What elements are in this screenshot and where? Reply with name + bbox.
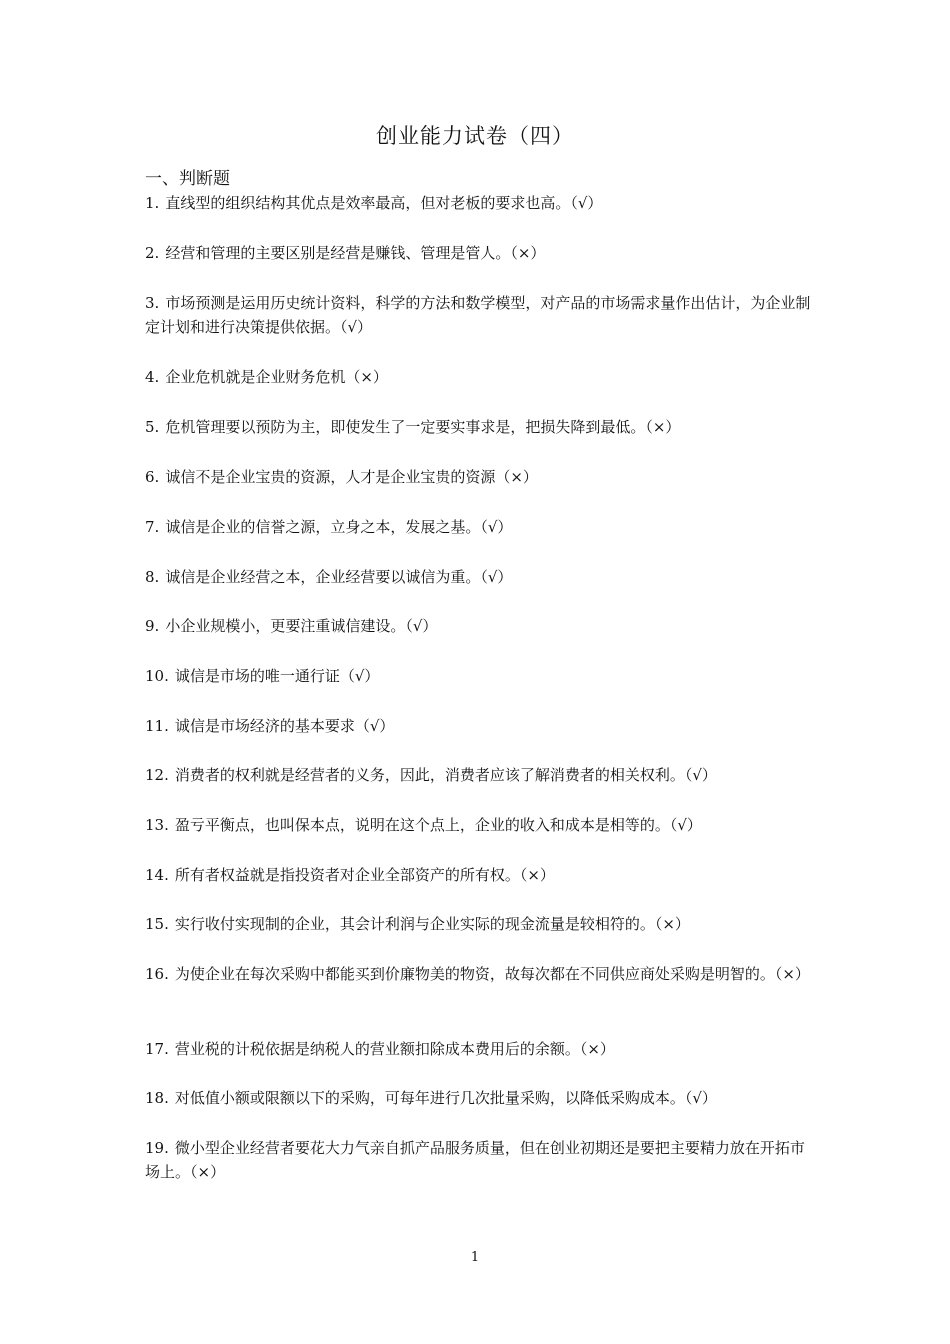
question-item <box>145 813 817 837</box>
question-item <box>145 1037 817 1061</box>
question-number: 6. <box>145 468 160 486</box>
question-number: 3. <box>145 294 160 312</box>
question-text: 实行收付实现制的企业，其会计利润与企业实际的现金流量是较相符的。（×） <box>174 915 690 933</box>
question-number: 10. <box>145 667 169 685</box>
question-item <box>145 614 817 638</box>
question-item <box>145 912 817 936</box>
question-item <box>145 1086 817 1110</box>
question-item <box>145 1136 817 1184</box>
question-item <box>145 763 817 787</box>
question-number: 13. <box>145 816 169 834</box>
question-number: 15. <box>145 915 169 933</box>
question-text: 诚信是市场经济的基本要求（√） <box>174 717 395 735</box>
question-number: 11. <box>145 717 169 735</box>
question-number: 14. <box>145 866 169 884</box>
question-item <box>145 415 817 439</box>
page-number: 1 <box>470 1250 480 1265</box>
question-item <box>145 714 817 738</box>
question-text: 经营和管理的主要区别是经营是赚钱、管理是管人。（×） <box>165 244 546 262</box>
question-text: 消费者的权利就是经营者的义务，因此，消费者应该了解消费者的相关权利。（√） <box>174 766 717 784</box>
page-title: 创业能力试卷（四） <box>376 124 574 148</box>
question-number: 12. <box>145 766 169 784</box>
question-number: 8. <box>145 568 160 586</box>
question-item <box>145 962 817 986</box>
question-text: 为使企业在每次采购中都能买到价廉物美的物资，故每次都在不同供应商处采购是明智的。（×） <box>174 965 810 983</box>
question-number: 16. <box>145 965 169 983</box>
section-heading: 一、判断题 <box>145 169 230 189</box>
question-text: 直线型的组织结构其优点是效率最高，但对老板的要求也高。（√） <box>165 194 603 212</box>
question-item <box>145 465 817 489</box>
question-number: 5. <box>145 418 160 436</box>
question-text: 诚信是市场的唯一通行证（√） <box>174 667 380 685</box>
question-text: 危机管理要以预防为主，即使发生了一定要实事求是，把损失降到最低。（×） <box>165 418 681 436</box>
question-text: 诚信是企业的信誉之源，立身之本，发展之基。（√） <box>165 518 513 536</box>
question-text: 市场预测是运用历史统计资料，科学的方法和数学模型，对产品的市场需求量作出估计，为企业制定计划和进行决策提供依据。（√） <box>145 294 811 336</box>
question-number: 18. <box>145 1089 169 1107</box>
question-number: 4. <box>145 368 160 386</box>
question-text: 诚信是企业经营之本，企业经营要以诚信为重。（√） <box>165 568 513 586</box>
question-text: 小企业规模小，更要注重诚信建设。（√） <box>165 617 438 635</box>
question-item <box>145 365 817 389</box>
question-text: 对低值小额或限额以下的采购，可每年进行几次批量采购，以降低采购成本。（√） <box>174 1089 717 1107</box>
question-item <box>145 241 817 265</box>
question-text: 盈亏平衡点，也叫保本点，说明在这个点上，企业的收入和成本是相等的。（√） <box>174 816 702 834</box>
question-item <box>145 515 817 539</box>
question-text: 企业危机就是企业财务危机（×） <box>165 368 388 386</box>
question-item <box>145 191 817 215</box>
question-item <box>145 664 817 688</box>
question-text: 微小型企业经营者要花大力气亲自抓产品服务质量，但在创业初期还是要把主要精力放在开拓市场上。（×） <box>145 1139 805 1181</box>
question-item <box>145 565 817 589</box>
question-item <box>145 291 817 339</box>
question-number: 1. <box>145 194 160 212</box>
question-number: 19. <box>145 1139 169 1157</box>
question-item <box>145 863 817 887</box>
question-number: 7. <box>145 518 160 536</box>
question-number: 9. <box>145 617 160 635</box>
question-number: 2. <box>145 244 160 262</box>
question-text: 所有者权益就是指投资者对企业全部资产的所有权。（×） <box>174 866 555 884</box>
question-text: 诚信不是企业宝贵的资源，人才是企业宝贵的资源（×） <box>165 468 538 486</box>
question-text: 营业税的计税依据是纳税人的营业额扣除成本费用后的余额。（×） <box>174 1040 615 1058</box>
question-number: 17. <box>145 1040 169 1058</box>
